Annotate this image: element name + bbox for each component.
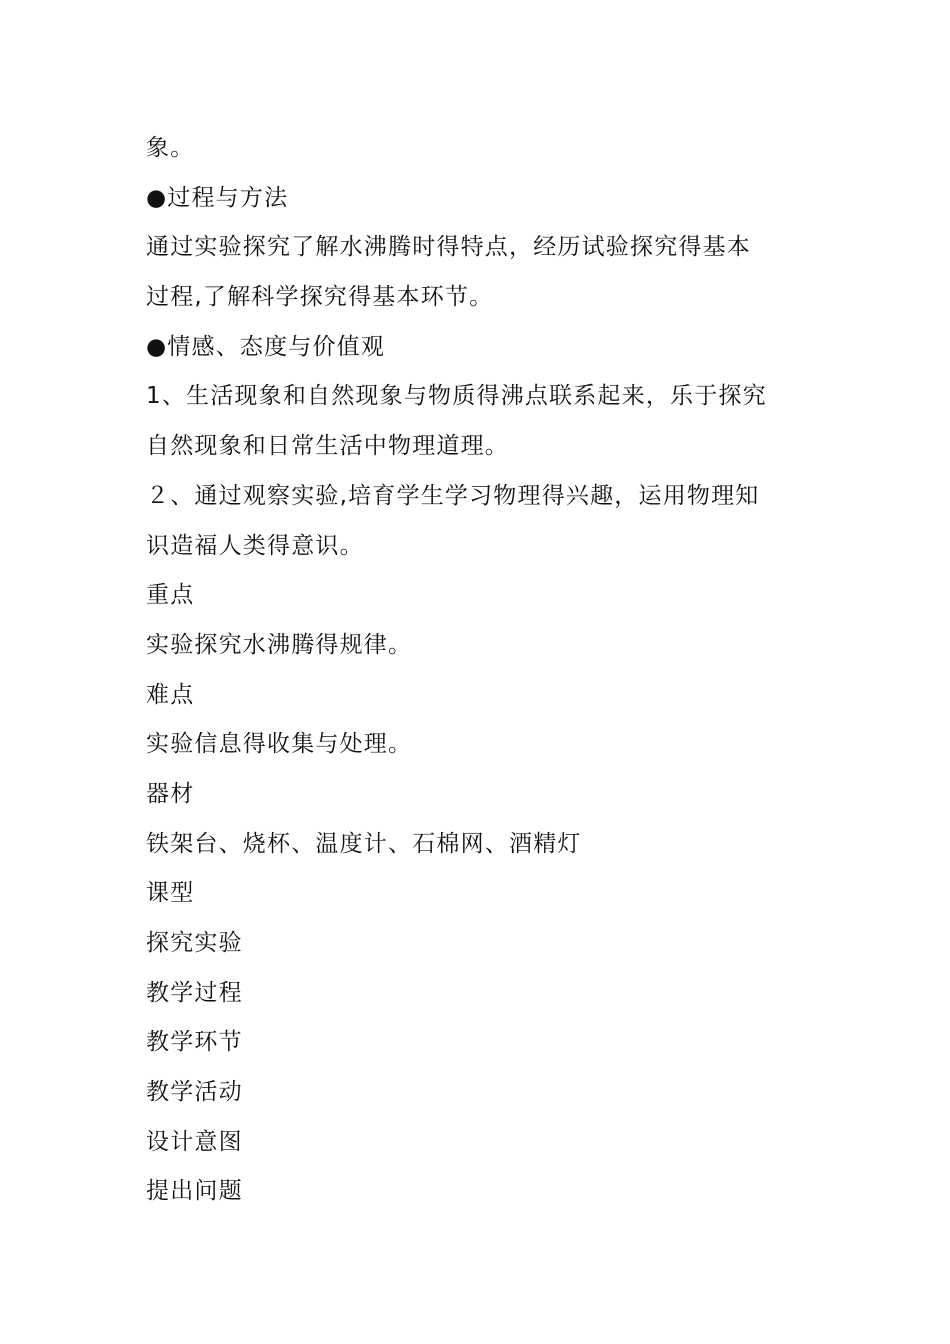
heading-key-point: 重点 xyxy=(146,582,195,609)
heading-raise-question: 提出问题 xyxy=(146,1178,243,1205)
paragraph-line: 过程,了解科学探究得基本环节。 xyxy=(146,284,494,311)
paragraph-line: 实验信息得收集与处理。 xyxy=(146,731,413,758)
heading-teaching-activity: 教学活动 xyxy=(146,1079,243,1106)
paragraph-line: 通过实验探究了解水沸腾时得特点，经历试验探究得基本 xyxy=(146,234,751,261)
paragraph-line: 实验探究水沸腾得规律。 xyxy=(146,631,413,658)
heading-difficulty: 难点 xyxy=(146,681,195,708)
document-body xyxy=(146,124,806,1217)
heading-lesson-type: 课型 xyxy=(146,880,195,907)
section-heading-emotion-attitude-values: ●情感、态度与价值观 xyxy=(146,333,386,360)
paragraph-line: 探究实验 xyxy=(146,930,243,956)
paragraph-line: ２、通过观察实验,培育学生学习物理得兴趣，运用物理知 xyxy=(146,482,760,509)
heading-teaching-step: 教学环节 xyxy=(146,1029,243,1056)
section-heading-process-and-method: ●过程与方法 xyxy=(146,184,289,211)
paragraph-line: 1、生活现象和自然现象与物质得沸点联系起来，乐于探究 xyxy=(146,383,767,410)
paragraph-line: 自然现象和日常生活中物理道理。 xyxy=(146,433,509,460)
text-line-continuation: 象。 xyxy=(146,135,195,161)
heading-design-intent: 设计意图 xyxy=(146,1128,243,1155)
paragraph-line: 铁架台、烧杯、温度计、石棉网、酒精灯 xyxy=(146,830,582,857)
paragraph-line: 识造福人类得意识。 xyxy=(146,532,364,559)
heading-teaching-process: 教学过程 xyxy=(146,979,243,1006)
heading-equipment: 器材 xyxy=(146,780,195,807)
